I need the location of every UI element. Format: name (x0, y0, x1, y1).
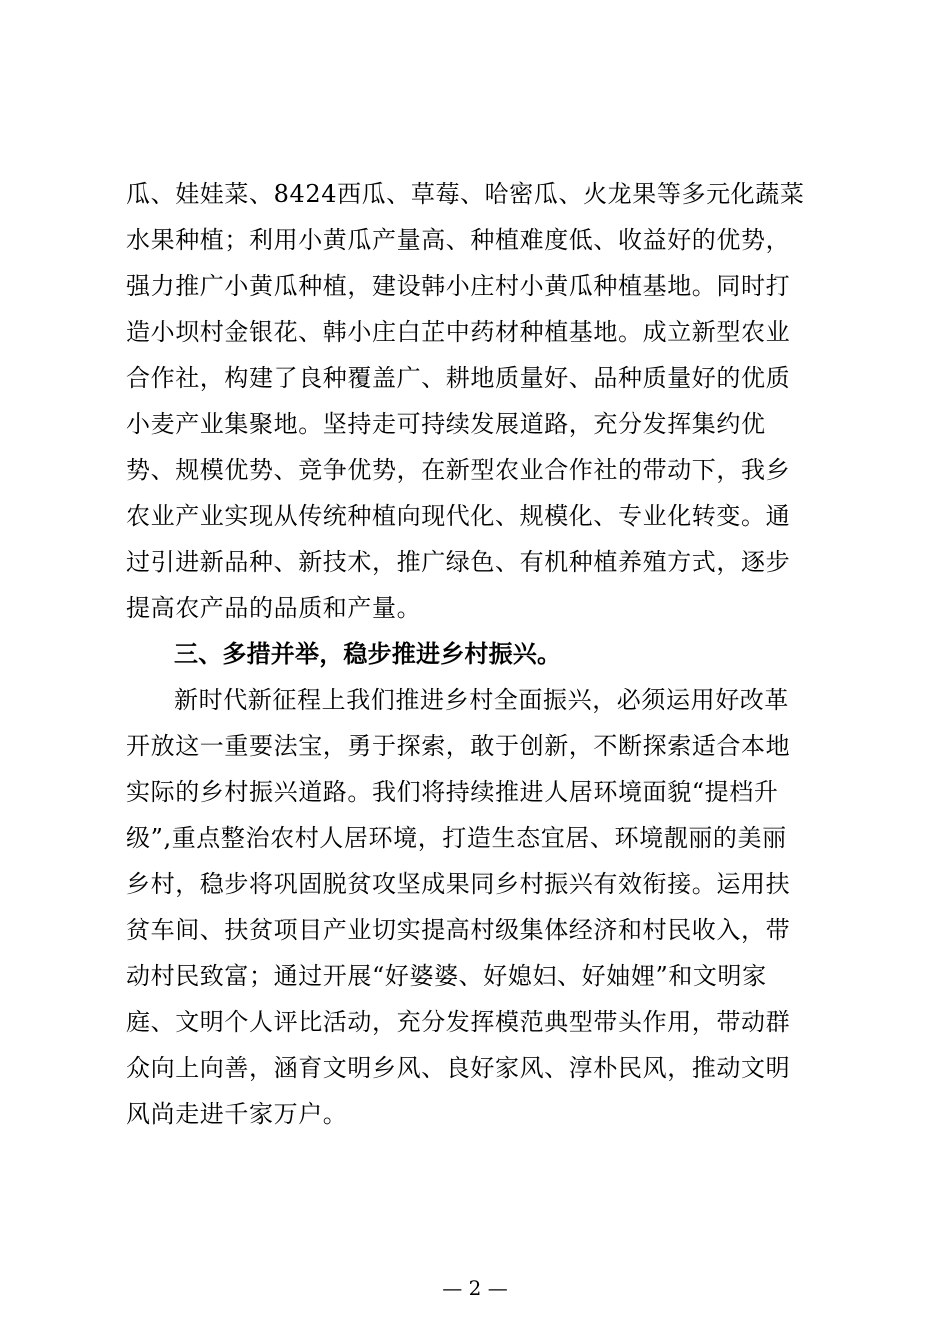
paragraph-2-line-10: 风尚走进千家万户。 (126, 1100, 348, 1128)
paragraph-1-line-3: 强力推广小黄瓜种植，建设韩小庄村小黄瓜种植基地。同时打 (126, 272, 791, 300)
paragraph-1-line-4: 造小坝村金银花、韩小庄白芷中药材种植基地。成立新型农业 (126, 318, 791, 346)
paragraph-1-line-10: 提高农产品的品质和产量。 (126, 594, 422, 622)
paragraph-1-line-9: 过引进新品种、新技术，推广绿色、有机种植养殖方式，逐步 (126, 548, 791, 576)
paragraph-1-line-7: 势、规模优势、竞争优势，在新型农业合作社的带动下，我乡 (126, 456, 791, 484)
paragraph-1-line-2: 水果种植；利用小黄瓜产量高、种植难度低、收益好的优势， (126, 226, 791, 254)
paragraph-1-line-5: 合作社，构建了良种覆盖广、耕地质量好、品种质量好的优质 (126, 364, 791, 392)
page-number: — 2 — (442, 1276, 508, 1300)
paragraph-1-line-1: 瓜、娃娃菜、8424西瓜、草莓、哈密瓜、火龙果等多元化蔬菜 (126, 180, 805, 208)
paragraph-2-line-9: 众向上向善，涵育文明乡风、良好家风、淳朴民风，推动文明 (126, 1054, 791, 1082)
paragraph-2-line-4: 级”,重点整治农村人居环境，打造生态宜居、环境靓丽的美丽 (126, 824, 787, 852)
paragraph-1-line-8: 农业产业实现从传统种植向现代化、规模化、专业化转变。通 (126, 502, 791, 530)
paragraph-2-line-8: 庭、文明个人评比活动，充分发挥模范典型带头作用，带动群 (126, 1008, 791, 1036)
paragraph-2-line-3: 实际的乡村振兴道路。我们将持续推进人居环境面貌“提档升 (126, 778, 779, 806)
paragraph-2-line-6: 贫车间、扶贫项目产业切实提高村级集体经济和村民收入，带 (126, 916, 791, 944)
paragraph-1-line-6: 小麦产业集聚地。坚持走可持续发展道路，充分发挥集约优 (126, 410, 766, 438)
paragraph-2-line-5: 乡村，稳步将巩固脱贫攻坚成果同乡村振兴有效衔接。运用扶 (126, 870, 791, 898)
paragraph-2-line-7: 动村民致富；通过开展“好婆婆、好媳妇、好妯娌”和文明家 (126, 962, 767, 990)
section-heading: 三、多措并举，稳步推进乡村振兴。 (174, 640, 562, 668)
paragraph-2-line-2: 开放这一重要法宝，勇于探索，敢于创新，不断探索适合本地 (126, 732, 791, 760)
paragraph-2-line-1: 新时代新征程上我们推进乡村全面振兴，必须运用好改革 (174, 686, 789, 714)
